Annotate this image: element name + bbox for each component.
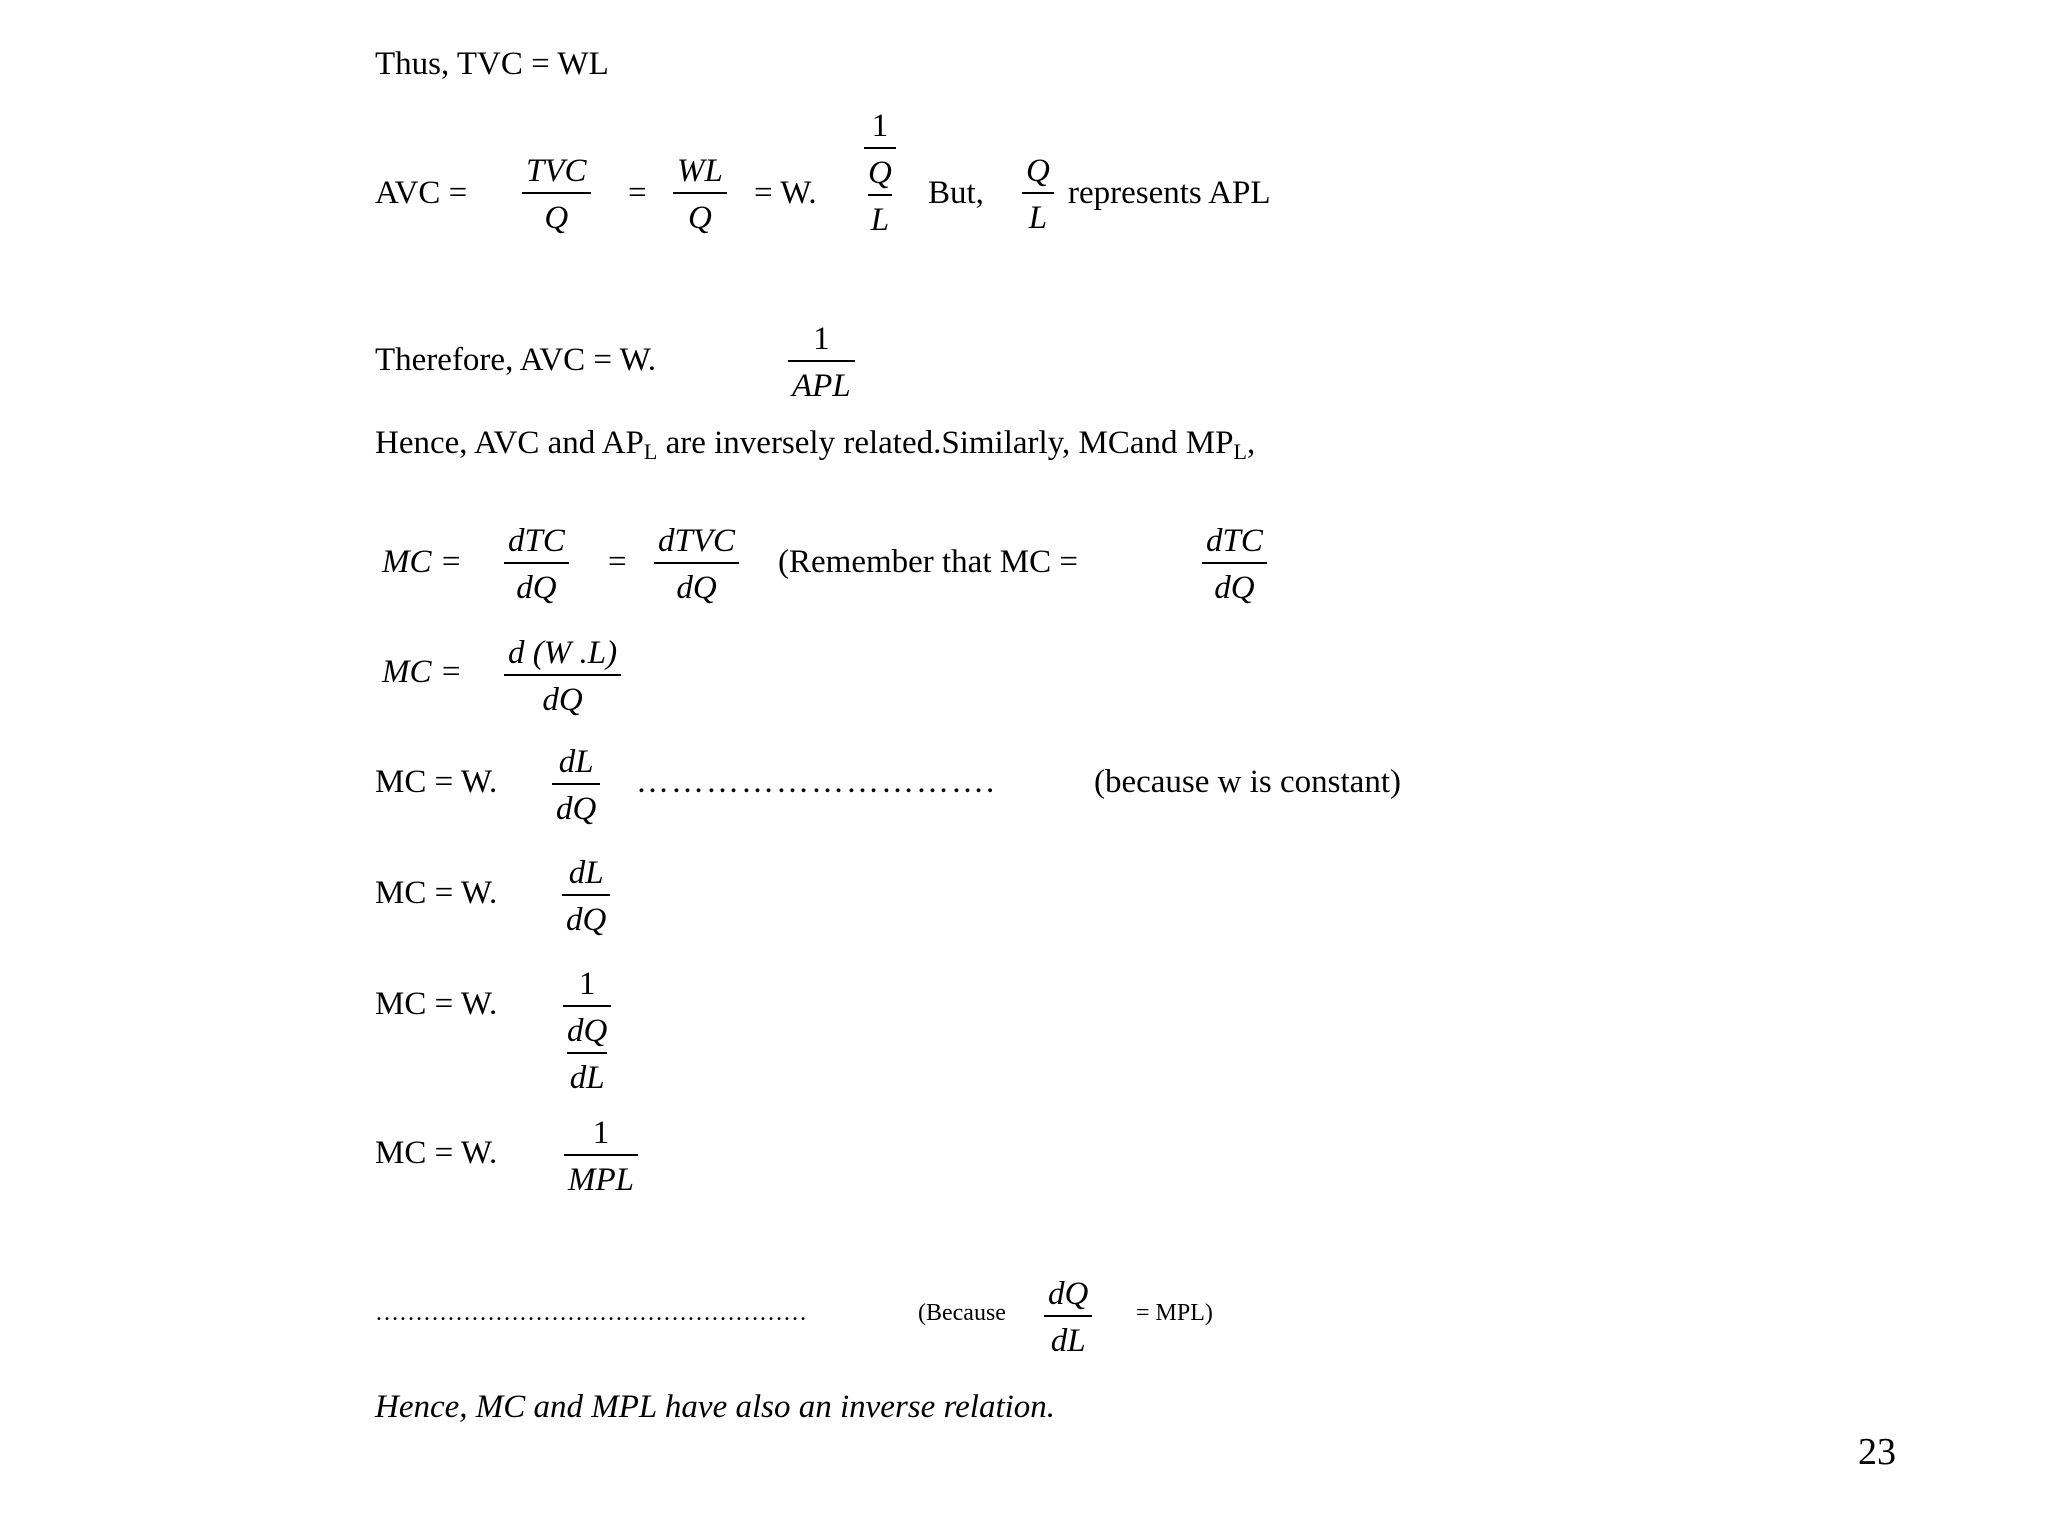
numerator: TVC <box>526 153 587 189</box>
denominator: dQ <box>1214 570 1255 606</box>
fraction-tvc-over-q <box>522 155 591 235</box>
conclusion-text: Hence, MC and MPL have also an inverse relation. <box>375 1389 1056 1425</box>
but-text: But, <box>928 175 984 211</box>
text-part: , <box>1246 425 1256 461</box>
subscript-l: L <box>1233 439 1247 464</box>
mc-equals-w: MC = W. <box>375 986 498 1022</box>
denominator: dQ <box>542 682 583 718</box>
denominator: Q <box>688 200 712 236</box>
numerator: 1 <box>871 108 889 144</box>
fraction-dtc-over-dq <box>504 525 569 605</box>
fraction-dtc-over-dq-2 <box>1202 525 1267 605</box>
mc-equals-w: MC = W. <box>375 764 498 800</box>
subscript-l: L <box>643 439 658 464</box>
inner-denominator: dL <box>569 1060 605 1096</box>
fraction-dl-over-dq <box>562 857 610 937</box>
denominator: dQ <box>566 902 607 938</box>
fraction-dl-over-dq <box>552 746 600 826</box>
fraction-one-over-q-over-l <box>864 110 896 237</box>
text-part: Hence, AVC and AP <box>375 425 644 461</box>
denominator: L <box>1028 200 1048 236</box>
mc-equals-w: MC = W. <box>375 1135 498 1171</box>
mc-label: MC = <box>382 654 463 690</box>
numerator: dQ <box>1048 1276 1089 1312</box>
denominator: dL <box>1050 1323 1086 1359</box>
inverse-relation-text <box>375 425 1255 462</box>
denominator: dQ <box>516 570 557 606</box>
inner-numerator: dQ <box>567 1013 608 1049</box>
dotted-leader: ……………………………………………… <box>375 1300 807 1326</box>
fraction-wl-over-q <box>673 155 727 235</box>
inner-denominator: L <box>870 202 890 238</box>
page-number: 23 <box>1858 1431 1896 1473</box>
equals-sign: = <box>628 175 647 211</box>
remember-text: (Remember that MC = <box>778 544 1078 580</box>
fraction-one-over-dq-over-dl <box>563 968 611 1095</box>
numerator: dTC <box>1206 523 1263 559</box>
denominator: Q <box>544 200 569 236</box>
equals-w: = W. <box>754 175 817 211</box>
denominator: MPL <box>568 1162 634 1198</box>
equals-mpl-text: = MPL) <box>1136 1300 1213 1326</box>
mc-equals-w: MC = W. <box>375 875 498 911</box>
avc-label: AVC = <box>375 175 468 211</box>
fraction-dwl-over-dq <box>504 637 621 717</box>
fraction-q-over-l <box>1022 155 1054 235</box>
text-part: are inversely related.Similarly, MCand MP <box>657 425 1234 461</box>
denominator: dQ <box>676 570 717 606</box>
fraction-dq-over-dl <box>1044 1278 1092 1358</box>
equals-sign: = <box>608 544 627 580</box>
represents-apl-text: represents APL <box>1068 175 1271 211</box>
numerator: WL <box>677 153 723 189</box>
denominator: dQ <box>556 791 597 827</box>
because-constant-note: (because w is constant) <box>1094 764 1401 800</box>
numerator: d (W .L) <box>508 635 618 671</box>
numerator: dTVC <box>658 523 736 559</box>
denominator: APL <box>792 368 851 404</box>
fraction-one-over-mpl <box>564 1117 638 1197</box>
fraction-dtvc-over-dq <box>654 525 739 605</box>
dotted-leader: …………………………. <box>636 764 997 800</box>
numerator: Q <box>1026 153 1050 189</box>
numerator: dL <box>568 855 604 891</box>
because-text: (Because <box>918 1300 1006 1326</box>
mc-label: MC = <box>382 544 463 580</box>
denominator <box>864 149 896 237</box>
therefore-avc: Therefore, AVC = W. <box>375 342 657 378</box>
numerator: dL <box>558 744 594 780</box>
denominator <box>563 1007 611 1095</box>
numerator: 1 <box>813 321 830 357</box>
inner-numerator: Q <box>868 155 892 191</box>
line-tvc: Thus, TVC = WL <box>375 46 609 82</box>
numerator: dTC <box>508 523 565 559</box>
fraction-one-over-apl <box>788 323 855 403</box>
numerator: 1 <box>578 966 596 1002</box>
numerator: 1 <box>592 1115 610 1151</box>
